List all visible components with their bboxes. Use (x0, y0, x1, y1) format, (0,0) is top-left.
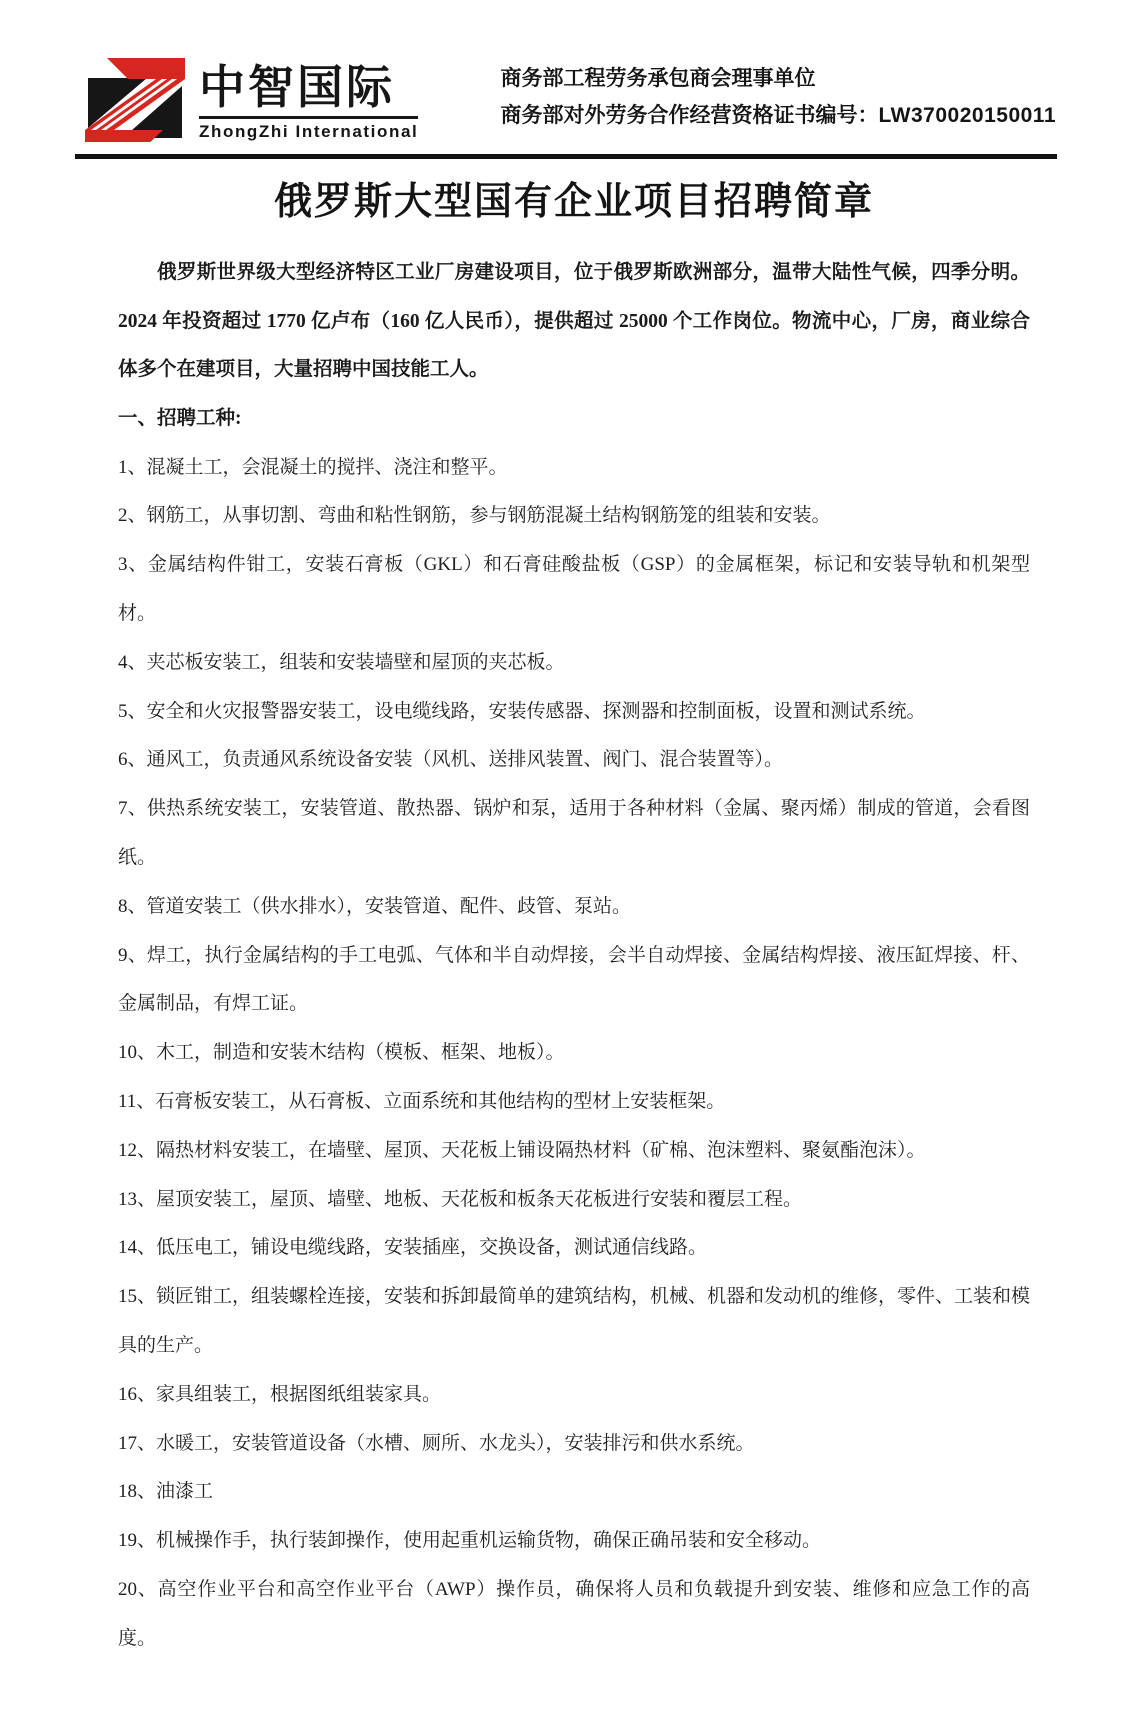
job-list-item: 13、屋顶安装工，屋顶、墙壁、地板、天花板和板条天花板进行安装和覆层工程。 (118, 1188, 803, 1210)
job-list-item: 3、金属结构件钳工，安装石膏板（GKL）和石膏硅酸盐板（GSP）的金属框架，标记和安装导轨和机架型材。 (118, 554, 1030, 624)
job-list-item: 7、供热系统安装工，安装管道、散热器、锅炉和泵，适用于各种材料（金属、聚丙烯）制成的管道，会看图纸。 (118, 798, 1030, 868)
job-list-item: 20、高空作业平台和高空作业平台（AWP）操作员，确保将人员和负载提升到安装、维修和应急工作的高度。 (118, 1578, 1030, 1649)
credential-line-1: 商务部工程劳务承包商会理事单位 (500, 66, 816, 90)
job-list-item: 19、机械操作手，执行装卸操作，使用起重机运输货物，确保正确吊装和安全移动。 (118, 1530, 822, 1552)
job-list-item: 1、混凝土工，会混凝土的搅拌、浇注和整平。 (118, 456, 508, 478)
z-monogram-icon (85, 54, 185, 142)
job-list-item: 5、安全和火灾报警器安装工，设电缆线路，安装传感器、探测器和控制面板，设置和测试系统。 (118, 700, 926, 722)
page-header (0, 0, 1131, 142)
credentials-block (501, 54, 1056, 134)
job-list-item: 2、钢筋工，从事切割、弯曲和粘性钢筋，参与钢筋混凝土结构钢筋笼的组装和安装。 (118, 505, 831, 527)
logo-name-en: ZhongZhi International (199, 122, 419, 141)
header-divider (75, 154, 1057, 159)
job-list-item: 8、管道安装工（供水排水），安装管道、配件、歧管、泵站。 (118, 895, 632, 917)
intro-paragraph: 俄罗斯世界级大型经济特区工业厂房建设项目，位于俄罗斯欧洲部分，温带大陆性气候，四季分明。2024 年投资超过 1770 亿卢布（160 亿人民币），提供超过 25000 个工作岗位。物流中心，厂房，商业综合体多个在建项目，大量招聘中国技能工人。 (118, 262, 1030, 381)
document-title: 俄罗斯大型国有企业项目招聘简章 (273, 181, 874, 223)
job-list-item: 9、焊工，执行金属结构的手工电弧、气体和半自动焊接，会半自动焊接、金属结构焊接、液压缸焊接、杆、金属制品，有焊工证。 (118, 944, 1030, 1015)
job-list-item: 4、夹芯板安装工，组装和安装墙壁和屋顶的夹芯板。 (118, 651, 565, 673)
credential-line-2-label: 商务部对外劳务合作经营资格证书编号： (500, 103, 879, 127)
job-list-item: 6、通风工，负责通风系统设备安装（风机、送排风装置、阀门、混合装置等）。 (118, 749, 784, 771)
job-list-item: 12、隔热材料安装工，在墙壁、屋顶、天花板上铺设隔热材料（矿棉、泡沫塑料、聚氨酯泡沫）。 (118, 1139, 926, 1161)
document-body (0, 175, 1131, 1724)
job-list (118, 444, 1030, 1664)
logo-name-cn: 中智国际 (199, 61, 395, 113)
job-list-item: 16、家具组装工，根据图纸组装家具。 (118, 1383, 442, 1405)
credential-line-2 (501, 97, 1056, 134)
job-list-item: 10、木工，制造和安装木结构（模板、框架、地板）。 (118, 1042, 565, 1064)
logo-text-block (199, 54, 418, 142)
job-list-item: 11、石膏板安装工，从石膏板、立面系统和其他结构的型材上安装框架。 (118, 1090, 726, 1112)
job-list-item: 18、油漆工 (118, 1481, 214, 1503)
logo-rule (199, 116, 418, 119)
job-list-item: 17、水暖工，安装管道设备（水槽、厕所、水龙头），安装排污和供水系统。 (118, 1432, 755, 1454)
credential-license-number: LW370020150011 (878, 104, 1056, 127)
section-heading-job-types: 一、招聘工种: (118, 407, 242, 429)
job-list-item: 15、锁匠钳工，组装螺栓连接，安装和拆卸最简单的建筑结构，机械、机器和发动机的维修，零件、工装和模具的生产。 (118, 1286, 1031, 1356)
company-logo (85, 54, 418, 142)
job-list-item: 14、低压电工，铺设电缆线路，安装插座，交换设备，测试通信线路。 (118, 1237, 708, 1259)
